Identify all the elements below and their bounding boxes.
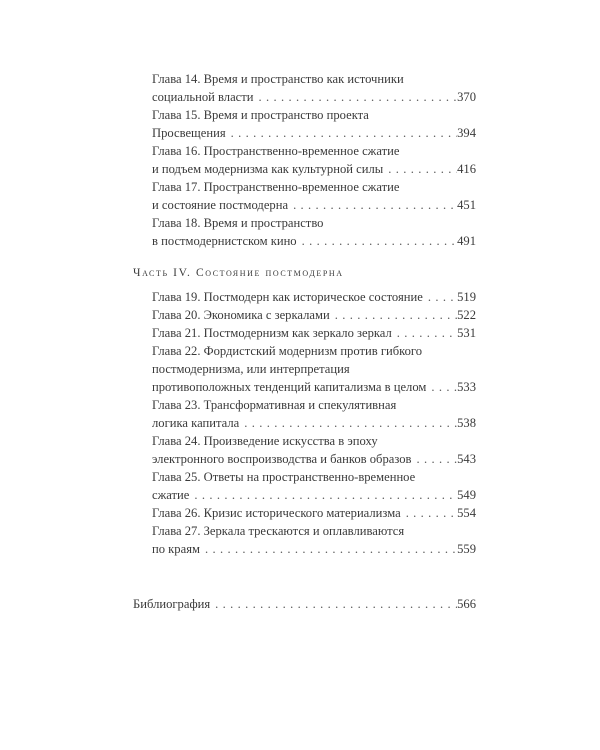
dot-leader bbox=[423, 288, 457, 306]
page-number: 522 bbox=[457, 308, 476, 322]
toc-entry[interactable] bbox=[152, 324, 476, 342]
page-number: 566 bbox=[457, 597, 476, 611]
entry-title: Библиография bbox=[133, 597, 211, 611]
page-number: 394 bbox=[457, 126, 476, 140]
entry-title: в постмодернистском кино bbox=[152, 234, 297, 248]
entry-line bbox=[152, 232, 476, 250]
toc-entry[interactable] bbox=[152, 214, 476, 250]
entry-line bbox=[152, 70, 476, 88]
entry-line bbox=[152, 342, 476, 360]
entry-line bbox=[152, 450, 476, 468]
part-4-title: Часть IV. Состояние постмодерна bbox=[133, 267, 344, 279]
dot-leader bbox=[297, 232, 458, 250]
entry-title: Глава 23. Трансформативная и спекулятивная bbox=[152, 398, 397, 412]
entry-title: электронного воспроизводства и банков образов bbox=[152, 452, 412, 466]
entry-title: по краям bbox=[152, 542, 200, 556]
entry-line bbox=[152, 324, 476, 342]
entry-line bbox=[152, 160, 476, 178]
entry-title: Глава 27. Зеркала трескаются и оплавливаются bbox=[152, 524, 405, 538]
page-number: 538 bbox=[457, 416, 476, 430]
dot-leader bbox=[239, 414, 457, 432]
entry-line bbox=[152, 432, 476, 450]
page-number: 559 bbox=[457, 542, 476, 556]
entry-title: Глава 25. Ответы на пространственно-временное bbox=[152, 470, 416, 484]
page-number: 554 bbox=[457, 506, 476, 520]
entry-line bbox=[152, 486, 476, 504]
toc-entry[interactable] bbox=[152, 522, 476, 558]
dot-leader bbox=[189, 486, 457, 504]
entry-title: противоположных тенденций капитализма в целом bbox=[152, 380, 427, 394]
toc-entry[interactable] bbox=[152, 504, 476, 522]
part-4-heading bbox=[133, 264, 344, 282]
page-number: 519 bbox=[457, 290, 476, 304]
dot-leader bbox=[288, 196, 457, 214]
dot-leader bbox=[330, 306, 457, 324]
dot-leader bbox=[200, 540, 457, 558]
entry-line bbox=[152, 88, 476, 106]
toc-entry[interactable] bbox=[152, 306, 476, 324]
toc-entry[interactable] bbox=[152, 142, 476, 178]
entry-title: и подъем модернизма как культурной силы bbox=[152, 162, 384, 176]
dot-leader bbox=[210, 595, 457, 613]
entry-title: логика капитала bbox=[152, 416, 240, 430]
page-number: 549 bbox=[457, 488, 476, 502]
toc-entry[interactable] bbox=[152, 106, 476, 142]
entry-line bbox=[152, 468, 476, 486]
toc-entry[interactable] bbox=[152, 468, 476, 504]
entry-line bbox=[152, 142, 476, 160]
page-number: 451 bbox=[457, 198, 476, 212]
dot-leader bbox=[383, 160, 457, 178]
entry-title: Глава 22. Фордистский модернизм против гибкого bbox=[152, 344, 423, 358]
entry-line bbox=[152, 214, 476, 232]
dot-leader bbox=[401, 504, 457, 522]
entry-title: социальной власти bbox=[152, 90, 254, 104]
toc-entry[interactable] bbox=[152, 396, 476, 432]
page-number: 533 bbox=[457, 380, 476, 394]
dot-leader bbox=[426, 378, 457, 396]
entry-line bbox=[152, 196, 476, 214]
entry-title: Просвещения bbox=[152, 126, 226, 140]
entry-line bbox=[152, 106, 476, 124]
entry-title: сжатие bbox=[152, 488, 190, 502]
entry-title: Глава 15. Время и пространство проекта bbox=[152, 108, 369, 122]
entry-title: постмодернизма, или интерпретация bbox=[152, 362, 350, 376]
page-number: 491 bbox=[457, 234, 476, 248]
entry-title: Глава 24. Произведение искусства в эпоху bbox=[152, 434, 378, 448]
entry-line bbox=[152, 414, 476, 432]
dot-leader bbox=[254, 88, 458, 106]
page-number: 543 bbox=[457, 452, 476, 466]
toc-entry[interactable] bbox=[152, 178, 476, 214]
dot-leader bbox=[226, 124, 457, 142]
entry-line bbox=[152, 504, 476, 522]
page-number: 370 bbox=[457, 90, 476, 104]
dot-leader bbox=[411, 450, 457, 468]
entry-title: Глава 17. Пространственно-временное сжатие bbox=[152, 180, 400, 194]
toc-entry[interactable] bbox=[152, 288, 476, 306]
entry-title: Глава 14. Время и пространство как источники bbox=[152, 72, 404, 86]
entry-title: и состояние постмодерна bbox=[152, 198, 289, 212]
entry-line bbox=[152, 288, 476, 306]
page-number: 416 bbox=[457, 162, 476, 176]
entry-line bbox=[152, 124, 476, 142]
toc-entry-bibliography[interactable] bbox=[133, 595, 476, 613]
entry-title: Глава 21. Постмодернизм как зеркало зеркал bbox=[152, 326, 392, 340]
entry-line bbox=[152, 396, 476, 414]
entry-line bbox=[152, 522, 476, 540]
dot-leader bbox=[392, 324, 457, 342]
entry-line bbox=[152, 178, 476, 196]
entry-line bbox=[152, 306, 476, 324]
entry-line bbox=[152, 378, 476, 396]
entry-line bbox=[152, 360, 476, 378]
entry-title: Глава 18. Время и пространство bbox=[152, 216, 324, 230]
entry-title: Глава 19. Постмодерн как историческое состояние bbox=[152, 290, 423, 304]
toc-entry[interactable] bbox=[152, 70, 476, 106]
entry-title: Глава 16. Пространственно-временное сжатие bbox=[152, 144, 400, 158]
toc-entry[interactable] bbox=[152, 432, 476, 468]
page-number: 531 bbox=[457, 326, 476, 340]
entry-title: Глава 20. Экономика с зеркалами bbox=[152, 308, 330, 322]
toc-entry[interactable] bbox=[152, 342, 476, 396]
entry-line bbox=[152, 540, 476, 558]
entry-title: Глава 26. Кризис исторического материализма bbox=[152, 506, 401, 520]
